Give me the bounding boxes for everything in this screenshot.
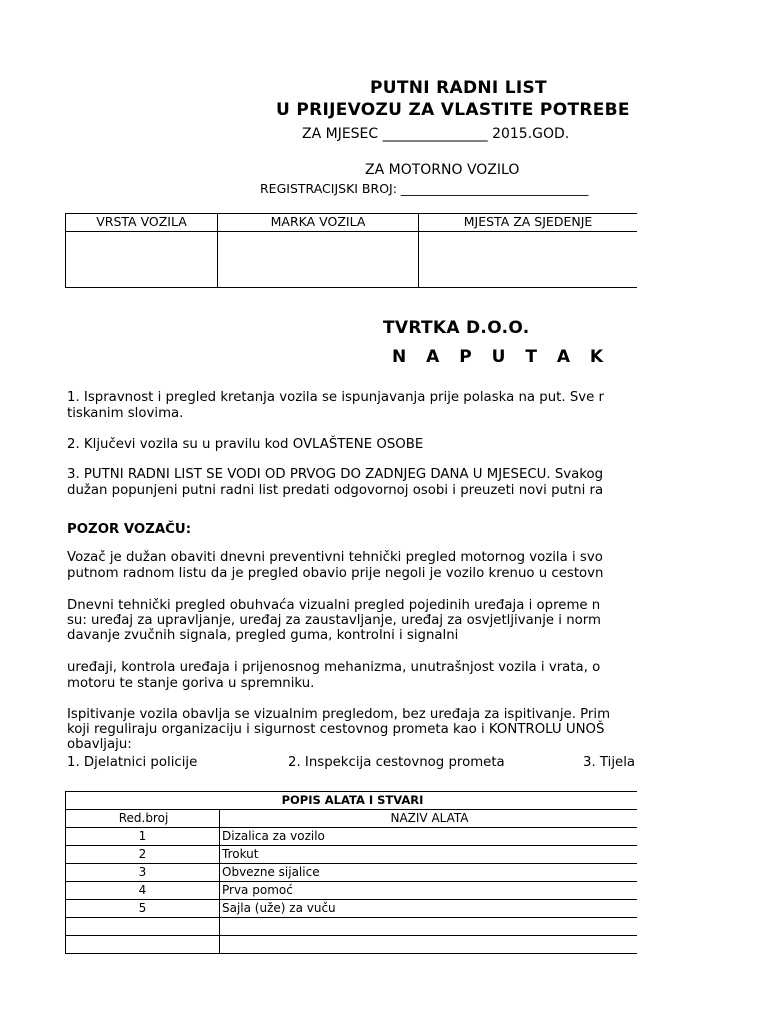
paragraph-4-line-2: putnom radnom listu da je pregled obavio prije negoli je vozilo krenuo u cestovn (67, 566, 604, 581)
tool-number[interactable] (66, 918, 220, 936)
table-row (66, 900, 638, 918)
vehicle-col-type: VRSTA VOZILA (66, 214, 218, 232)
paragraph-3-line-2: dužan popunjeni putni radni list predati odgovornoj osobi i preuzeti novi putni ra (67, 483, 604, 498)
paragraph-1-line-1: 1. Ispravnost i pregled kretanja vozila se ispunjavanja prije polaska na put. Sve r (67, 390, 604, 405)
title-line-1: PUTNI RADNI LIST (370, 78, 547, 98)
warning-title: POZOR VOZAČU: (67, 522, 192, 537)
table-row (66, 936, 638, 954)
vehicle-heading: ZA MOTORNO VOZILO (365, 162, 520, 178)
vehicle-brand-cell[interactable] (218, 232, 419, 288)
paragraph-5-line-2: su: uređaj za upravljanje, uređaj za zaustavljanje, uređaj za osvjetljivanje i norm (67, 613, 601, 628)
tools-table-title: POPIS ALATA I STVARI (66, 792, 638, 810)
tool-number: 3 (66, 864, 220, 882)
tool-number: 2 (66, 846, 220, 864)
table-row (66, 846, 638, 864)
paragraph-6-line-2: motoru te stanje goriva u spremniku. (67, 676, 315, 691)
paragraph-4-line-1: Vozač je dužan obaviti dnevni preventivni tehnički pregled motornog vozila i svo (67, 550, 603, 565)
tool-name[interactable] (220, 936, 638, 954)
paragraph-7-line-3: obavljaju: (67, 737, 132, 752)
paragraph-5-line-1: Dnevni tehnički pregled obuhvaća vizualni pregled pojedinih uređaja i opreme n (67, 598, 601, 613)
tools-table (65, 791, 637, 954)
paragraph-7-line-2: koji reguliraju organizaciju i sigurnost cestovnog prometa kao i KONTROLU UNOŠ (67, 722, 605, 737)
control-item-inspection: 2. Inspekcija cestovnog prometa (288, 755, 505, 770)
table-row (66, 828, 638, 846)
paragraph-7-line-1: Ispitivanje vozila obavlja se vizualnim pregledom, bez uređaja za ispitivanje. Prim (67, 707, 611, 722)
table-row (66, 864, 638, 882)
tools-col-name: NAZIV ALATA (220, 810, 638, 828)
registration-line: REGISTRACIJSKI BROJ: ______________________________ (260, 181, 589, 196)
table-row (66, 918, 638, 936)
paragraph-5-line-3: davanje zvučnih signala, pregled guma, kontrolni i signalni (67, 628, 459, 643)
tool-name: Prva pomoć (220, 882, 638, 900)
tool-name: Trokut (220, 846, 638, 864)
table-row (66, 882, 638, 900)
tool-name[interactable] (220, 918, 638, 936)
tool-number: 5 (66, 900, 220, 918)
control-item-bodies: 3. Tijela (583, 755, 636, 770)
tool-number[interactable] (66, 936, 220, 954)
month-line: ZA MJESEC _______________ 2015.GOD. (302, 126, 570, 142)
title-line-2: U PRIJEVOZU ZA VLASTITE POTREBE (276, 100, 630, 120)
vehicle-col-seats: MJESTA ZA SJEDENJE (419, 214, 638, 232)
paragraph-1-line-2: tiskanim slovima. (67, 406, 184, 421)
instructions-title: N A P U T A K (392, 347, 611, 367)
paragraph-3-line-1: 3. PUTNI RADNI LIST SE VODI OD PRVOG DO ZADNJEG DANA U MJESECU. Svakog (67, 467, 604, 482)
tool-number: 4 (66, 882, 220, 900)
vehicle-table (65, 213, 637, 288)
tool-name: Sajla (uže) za vuču (220, 900, 638, 918)
vehicle-col-brand: MARKA VOZILA (218, 214, 419, 232)
paragraph-6-line-1: uređaji, kontrola uređaja i prijenosnog mehanizma, unutrašnjost vozila i vrata, o (67, 660, 601, 675)
tool-name: Obvezne sijalice (220, 864, 638, 882)
control-item-police: 1. Djelatnici policije (67, 755, 198, 770)
company-name: TVRTKA D.O.O. (383, 318, 530, 338)
paragraph-2: 2. Ključevi vozila su u pravilu kod OVLAŠTENE OSOBE (67, 437, 424, 452)
vehicle-seats-cell[interactable] (419, 232, 638, 288)
tool-number: 1 (66, 828, 220, 846)
tools-col-number: Red.broj (66, 810, 220, 828)
vehicle-type-cell[interactable] (66, 232, 218, 288)
tool-name: Dizalica za vozilo (220, 828, 638, 846)
